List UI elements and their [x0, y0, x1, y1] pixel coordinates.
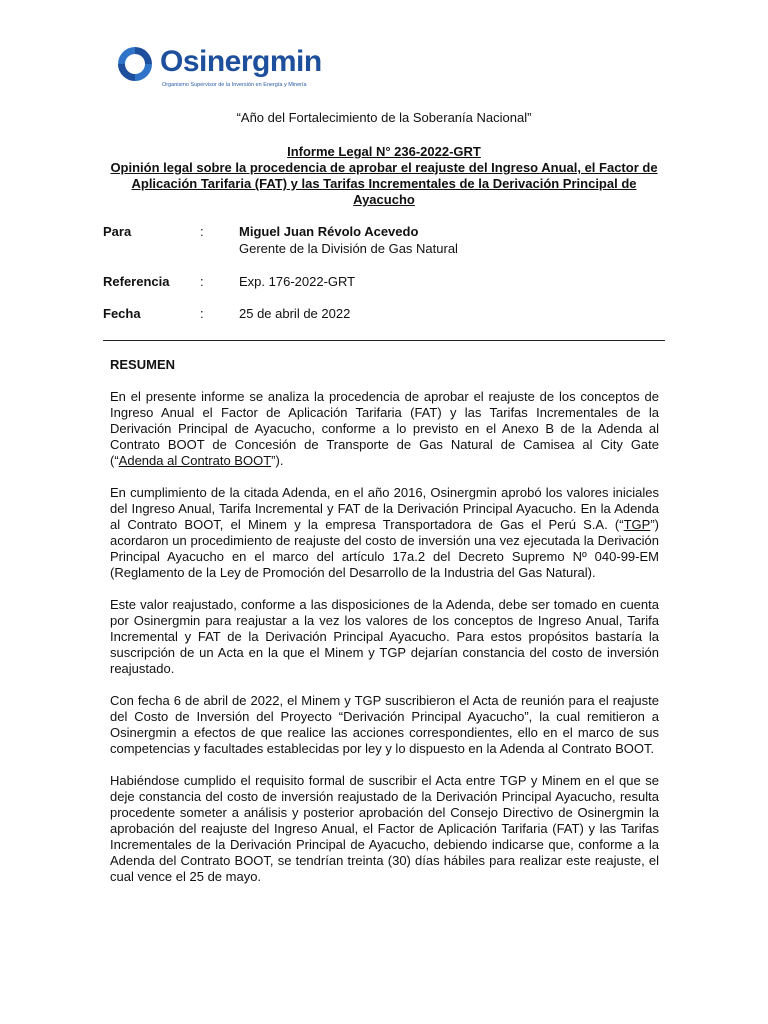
summary-paragraph-4: Con fecha 6 de abril de 2022, el Minem y TGP suscribieron el Acta de reunión para el reajuste del Costo de Inversión del Proyecto “Derivación Principal Ayacucho”, la cual remitieron a Osinergmin a efectos de que realice las acciones correspondientes, ello en el marco de sus competencias y facultades establecidas por ley y lo dispuesto en la Adenda al Contrato BOOT.	[110, 693, 659, 756]
para-label: Para	[103, 224, 132, 239]
logo-tagline: Organismo Supervisor de la Inversión en Energía y Minería	[162, 82, 307, 88]
referencia-value: Exp. 176-2022-GRT	[239, 274, 356, 289]
summary-paragraph-3: Este valor reajustado, conforme a las disposiciones de la Adenda, debe ser tomado en cuenta por Osinergmin para reajustar a la vez los valores de los conceptos de Ingreso Anual, Tarifa Incremental y FAT de la Derivación Principal Ayacucho. Para estos propósitos bastaría la suscripción de un Acta en la que el Minem y TGP dejarían constancia del costo de inversión reajustado.	[110, 597, 659, 676]
fecha-colon: :	[200, 306, 204, 321]
referencia-label: Referencia	[103, 274, 170, 289]
fecha-label: Fecha	[103, 306, 141, 321]
referencia-colon: :	[200, 274, 204, 289]
report-subject-line2: Aplicación Tarifaria (FAT) y las Tarifas Incrementales de la Derivación Principal de Ayacucho	[131, 176, 637, 207]
osinergmin-logo	[115, 44, 355, 94]
osinergmin-logo-icon	[115, 44, 155, 84]
summary-paragraph-1: En el presente informe se analiza la procedencia de aprobar el reajuste de los conceptos de Ingreso Anual el Factor de Aplicación Tarifaria (FAT) y las Tarifas Incrementales de la Derivación Principal de Ayacucho, conforme a lo previsto en el Anexo B de la Adenda al Contrato BOOT de Concesión de Transporte de Gas Natural de Camisea al City Gate (“Adenda al Contrato BOOT”).	[110, 389, 659, 468]
header-divider	[103, 340, 665, 341]
adenda-defined-term: Adenda al Contrato BOOT	[118, 453, 272, 468]
fecha-value: 25 de abril de 2022	[239, 306, 351, 321]
logo-wordmark: Osinergmin	[160, 45, 322, 78]
report-subject-line1: Opinión legal sobre la procedencia de aprobar el reajuste del Ingreso Anual, el Factor de	[110, 160, 658, 175]
para-colon: :	[200, 224, 204, 239]
summary-section	[110, 357, 659, 901]
summary-heading: RESUMEN	[110, 357, 176, 372]
tgp-defined-term: TGP	[623, 517, 651, 532]
summary-paragraph-5: Habiéndose cumplido el requisito formal de suscribir el Acta entre TGP y Minem en el que se deje constancia del costo de inversión reajustado de la Derivación Principal Ayacucho, resulta procedente someter a análisis y posterior aprobación del Consejo Directivo de Osinergmin la aprobación del reajuste del Ingreso Anual, el Factor de Aplicación Tarifaria (FAT) y las Tarifas Incrementales de la Derivación Principal de Ayacucho, debiendo indicarse que, conforme a la Adenda del Contrato BOOT, se tendrían treinta (30) días hábiles para realizar este reajuste, el cual vence el 25 de mayo.	[110, 773, 659, 884]
year-motto: “Año del Fortalecimiento de la Soberanía Nacional”	[236, 110, 532, 125]
summary-paragraph-2: En cumplimiento de la citada Adenda, en el año 2016, Osinergmin aprobó los valores iniciales del Ingreso Anual, Tarifa Incremental y FAT de la Derivación Principal Ayacucho. En la Adenda al Contrato BOOT, el Minem y la empresa Transportadora de Gas el Perú S.A. (“TGP”) acordaron un procedimiento de reajuste del costo de inversión una vez ejecutada la Derivación Principal Ayacucho en el marco del artículo 17a.2 del Decreto Supremo Nº 040-99-EM (Reglamento de la Ley de Promoción del Desarrollo de la Industria del Gas Natural).	[110, 485, 659, 580]
report-title	[100, 144, 668, 208]
report-number: Informe Legal N° 236-2022-GRT	[287, 144, 481, 159]
para-name: Miguel Juan Révolo Acevedo	[239, 224, 419, 239]
para-role: Gerente de la División de Gas Natural	[239, 241, 458, 256]
